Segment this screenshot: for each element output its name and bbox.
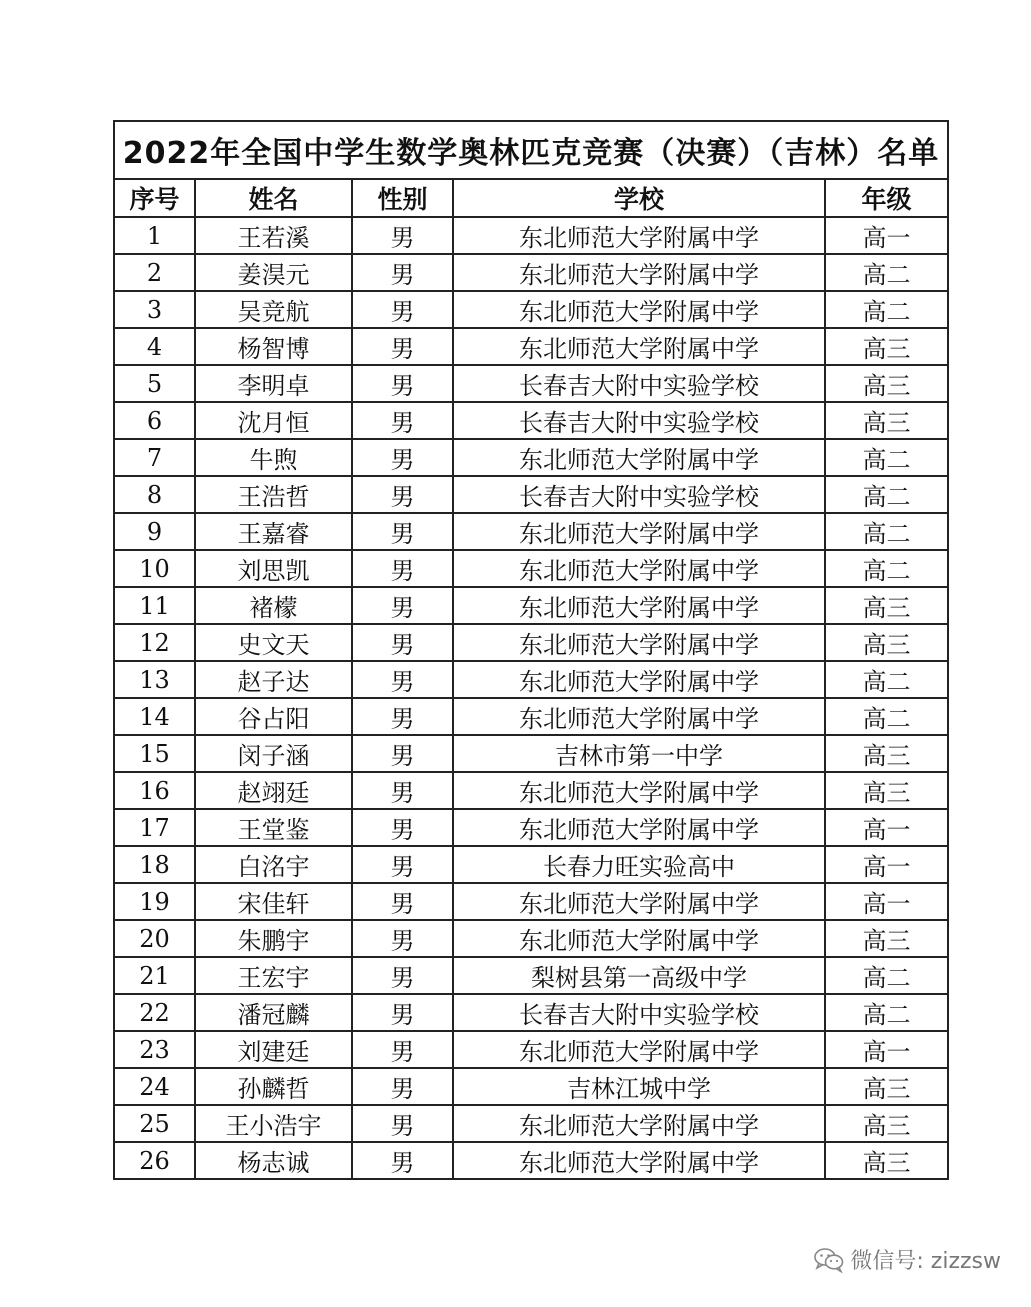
- cell-gender: 男: [352, 550, 453, 587]
- cell-index: 7: [114, 439, 195, 476]
- cell-grade: 高三: [825, 1105, 948, 1142]
- column-header-school: 学校: [453, 179, 825, 217]
- cell-name: 褚檬: [195, 587, 352, 624]
- table-row: [114, 1031, 948, 1068]
- cell-school: 东北师范大学附属中学: [453, 550, 825, 587]
- cell-index: 18: [114, 846, 195, 883]
- cell-grade: 高二: [825, 291, 948, 328]
- cell-school: 东北师范大学附属中学: [453, 439, 825, 476]
- cell-gender: 男: [352, 772, 453, 809]
- cell-index: 24: [114, 1068, 195, 1105]
- table-row: [114, 587, 948, 624]
- table-row: [114, 1142, 948, 1179]
- cell-name: 牛煦: [195, 439, 352, 476]
- cell-index: 25: [114, 1105, 195, 1142]
- cell-gender: 男: [352, 698, 453, 735]
- header-row: [114, 179, 948, 217]
- table-row: [114, 883, 948, 920]
- cell-grade: 高一: [825, 217, 948, 254]
- cell-grade: 高一: [825, 846, 948, 883]
- cell-school: 长春吉大附中实验学校: [453, 476, 825, 513]
- table-row: [114, 735, 948, 772]
- column-header-gender: 性别: [352, 179, 453, 217]
- cell-name: 刘建廷: [195, 1031, 352, 1068]
- cell-name: 谷占阳: [195, 698, 352, 735]
- cell-gender: 男: [352, 920, 453, 957]
- cell-grade: 高三: [825, 735, 948, 772]
- cell-school: 东北师范大学附属中学: [453, 661, 825, 698]
- cell-grade: 高三: [825, 365, 948, 402]
- table-row: [114, 624, 948, 661]
- cell-grade: 高二: [825, 513, 948, 550]
- column-header-name: 姓名: [195, 179, 352, 217]
- cell-name: 史文天: [195, 624, 352, 661]
- cell-school: 东北师范大学附属中学: [453, 809, 825, 846]
- cell-grade: 高三: [825, 624, 948, 661]
- cell-gender: 男: [352, 735, 453, 772]
- cell-gender: 男: [352, 291, 453, 328]
- table-row: [114, 550, 948, 587]
- cell-name: 孙麟哲: [195, 1068, 352, 1105]
- cell-grade: 高二: [825, 994, 948, 1031]
- cell-school: 长春力旺实验高中: [453, 846, 825, 883]
- table-row: [114, 365, 948, 402]
- cell-school: 长春吉大附中实验学校: [453, 365, 825, 402]
- cell-name: 杨志诚: [195, 1142, 352, 1179]
- cell-name: 沈月恒: [195, 402, 352, 439]
- cell-index: 16: [114, 772, 195, 809]
- cell-school: 东北师范大学附属中学: [453, 920, 825, 957]
- cell-grade: 高三: [825, 328, 948, 365]
- cell-school: 东北师范大学附属中学: [453, 883, 825, 920]
- table-row: [114, 513, 948, 550]
- table-row: [114, 920, 948, 957]
- cell-school: 东北师范大学附属中学: [453, 1031, 825, 1068]
- cell-grade: 高三: [825, 772, 948, 809]
- cell-name: 杨智博: [195, 328, 352, 365]
- cell-gender: 男: [352, 365, 453, 402]
- cell-gender: 男: [352, 1105, 453, 1142]
- roster-table: [113, 120, 949, 1180]
- cell-index: 19: [114, 883, 195, 920]
- cell-gender: 男: [352, 624, 453, 661]
- cell-name: 吴竞航: [195, 291, 352, 328]
- cell-index: 21: [114, 957, 195, 994]
- cell-gender: 男: [352, 587, 453, 624]
- cell-name: 王小浩宇: [195, 1105, 352, 1142]
- cell-gender: 男: [352, 846, 453, 883]
- cell-index: 6: [114, 402, 195, 439]
- cell-grade: 高三: [825, 920, 948, 957]
- cell-grade: 高二: [825, 476, 948, 513]
- cell-name: 闵子涵: [195, 735, 352, 772]
- cell-gender: 男: [352, 402, 453, 439]
- cell-name: 朱鹏宇: [195, 920, 352, 957]
- table-row: [114, 994, 948, 1031]
- column-header-grade: 年级: [825, 179, 948, 217]
- cell-gender: 男: [352, 1142, 453, 1179]
- table-row: [114, 439, 948, 476]
- table-row: [114, 328, 948, 365]
- cell-index: 8: [114, 476, 195, 513]
- cell-school: 东北师范大学附属中学: [453, 587, 825, 624]
- cell-grade: 高三: [825, 587, 948, 624]
- cell-gender: 男: [352, 883, 453, 920]
- table-row: [114, 846, 948, 883]
- cell-grade: 高一: [825, 809, 948, 846]
- cell-gender: 男: [352, 994, 453, 1031]
- cell-school: 东北师范大学附属中学: [453, 698, 825, 735]
- cell-index: 20: [114, 920, 195, 957]
- cell-name: 宋佳轩: [195, 883, 352, 920]
- cell-index: 3: [114, 291, 195, 328]
- table-row: [114, 809, 948, 846]
- table-row: [114, 476, 948, 513]
- watermark-text: 微信号: zizzsw: [850, 1249, 1001, 1274]
- cell-grade: 高二: [825, 661, 948, 698]
- cell-school: 东北师范大学附属中学: [453, 217, 825, 254]
- cell-gender: 男: [352, 1031, 453, 1068]
- cell-name: 白洺宇: [195, 846, 352, 883]
- cell-school: 东北师范大学附属中学: [453, 1142, 825, 1179]
- cell-name: 王宏宇: [195, 957, 352, 994]
- cell-index: 14: [114, 698, 195, 735]
- cell-name: 姜淏元: [195, 254, 352, 291]
- wechat-icon: [814, 1247, 844, 1273]
- cell-grade: 高三: [825, 402, 948, 439]
- cell-school: 东北师范大学附属中学: [453, 254, 825, 291]
- cell-gender: 男: [352, 217, 453, 254]
- cell-grade: 高二: [825, 957, 948, 994]
- cell-school: 梨树县第一高级中学: [453, 957, 825, 994]
- cell-gender: 男: [352, 328, 453, 365]
- cell-name: 王浩哲: [195, 476, 352, 513]
- cell-name: 王堂鉴: [195, 809, 352, 846]
- cell-grade: 高二: [825, 439, 948, 476]
- cell-index: 13: [114, 661, 195, 698]
- cell-name: 李明卓: [195, 365, 352, 402]
- cell-school: 东北师范大学附属中学: [453, 624, 825, 661]
- cell-index: 15: [114, 735, 195, 772]
- cell-gender: 男: [352, 661, 453, 698]
- cell-school: 吉林市第一中学: [453, 735, 825, 772]
- cell-grade: 高二: [825, 550, 948, 587]
- cell-gender: 男: [352, 957, 453, 994]
- cell-school: 长春吉大附中实验学校: [453, 994, 825, 1031]
- table-title: 2022年全国中学生数学奥林匹克竞赛（决赛）（吉林）名单: [114, 121, 948, 179]
- table-row: [114, 1105, 948, 1142]
- cell-school: 东北师范大学附属中学: [453, 291, 825, 328]
- roster-sheet: [113, 120, 947, 1180]
- table-row: [114, 772, 948, 809]
- cell-grade: 高一: [825, 883, 948, 920]
- table-row: [114, 698, 948, 735]
- cell-name: 王嘉睿: [195, 513, 352, 550]
- table-row: [114, 254, 948, 291]
- cell-name: 王若溪: [195, 217, 352, 254]
- table-row: [114, 217, 948, 254]
- table-row: [114, 957, 948, 994]
- cell-gender: 男: [352, 254, 453, 291]
- cell-school: 东北师范大学附属中学: [453, 513, 825, 550]
- cell-grade: 高三: [825, 1068, 948, 1105]
- column-header-index: 序号: [114, 179, 195, 217]
- cell-index: 4: [114, 328, 195, 365]
- table-row: [114, 291, 948, 328]
- cell-name: 赵翊廷: [195, 772, 352, 809]
- cell-grade: 高一: [825, 1031, 948, 1068]
- cell-index: 22: [114, 994, 195, 1031]
- cell-gender: 男: [352, 809, 453, 846]
- cell-grade: 高二: [825, 698, 948, 735]
- table-row: [114, 1068, 948, 1105]
- cell-index: 11: [114, 587, 195, 624]
- cell-grade: 高三: [825, 1142, 948, 1179]
- cell-index: 2: [114, 254, 195, 291]
- cell-school: 东北师范大学附属中学: [453, 772, 825, 809]
- cell-gender: 男: [352, 439, 453, 476]
- title-row: [114, 121, 948, 179]
- cell-gender: 男: [352, 1068, 453, 1105]
- cell-gender: 男: [352, 476, 453, 513]
- cell-index: 5: [114, 365, 195, 402]
- cell-school: 吉林江城中学: [453, 1068, 825, 1105]
- cell-grade: 高二: [825, 254, 948, 291]
- cell-name: 潘冠麟: [195, 994, 352, 1031]
- cell-name: 赵子达: [195, 661, 352, 698]
- table-row: [114, 661, 948, 698]
- table-row: [114, 402, 948, 439]
- roster-body: [114, 217, 948, 1179]
- cell-index: 10: [114, 550, 195, 587]
- cell-index: 23: [114, 1031, 195, 1068]
- cell-index: 26: [114, 1142, 195, 1179]
- cell-index: 12: [114, 624, 195, 661]
- wechat-watermark: [814, 1244, 1001, 1275]
- cell-gender: 男: [352, 513, 453, 550]
- cell-index: 1: [114, 217, 195, 254]
- cell-school: 东北师范大学附属中学: [453, 328, 825, 365]
- cell-index: 17: [114, 809, 195, 846]
- cell-school: 长春吉大附中实验学校: [453, 402, 825, 439]
- cell-school: 东北师范大学附属中学: [453, 1105, 825, 1142]
- cell-index: 9: [114, 513, 195, 550]
- cell-name: 刘思凯: [195, 550, 352, 587]
